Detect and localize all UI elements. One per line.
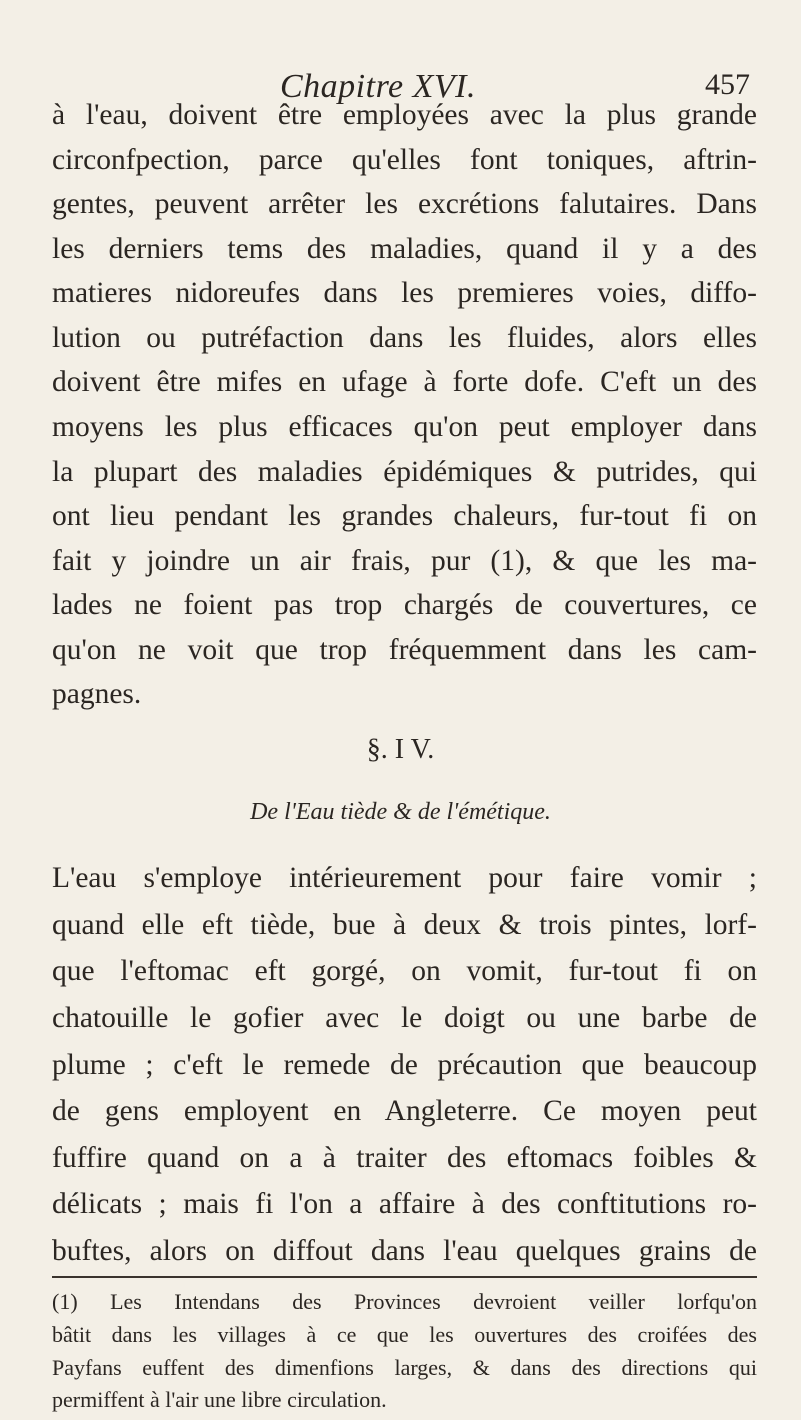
text-line: délicats ; mais fi l'on a affaire à des conftitutions ro- [52,1188,757,1220]
text-line: circonfpection, parce qu'elles font toniques, aftrin- [52,144,757,176]
text-line: que l'eftomac eft gorgé, on vomit, fur-tout fi on [52,955,757,987]
text-line: buftes, alors on diffout dans l'eau quelques grains de [52,1235,757,1267]
text-line: à l'eau, doivent être employées avec la plus grande [52,99,757,131]
text-line: quand elle eft tiède, bue à deux & trois pintes, lorf- [52,909,757,941]
page-number: 457 [705,68,750,101]
text-line: moyens les plus efficaces qu'on peut employer dans [52,411,757,443]
text-line: doivent être mifes en ufage à forte dofe. C'eft un des [52,366,757,398]
text-line: gentes, peuvent arrêter les excrétions falutaires. Dans [52,188,757,220]
footnote-rule [52,1276,757,1278]
text-line: L'eau s'employe intérieurement pour faire vomir ; [52,862,757,894]
running-title: Chapitre XVI. [280,68,476,105]
section-title: De l'Eau tiède & de l'émétique. [250,799,551,825]
footnote-line: (1) Les Intendans des Provinces devroient veiller lorfqu'on [52,1289,757,1314]
text-line: qu'on ne voit que trop fréquemment dans les cam- [52,634,757,666]
footnote-line: Payfans euffent des dimenfions larges, & dans des directions qui [52,1355,757,1380]
text-line: les derniers tems des maladies, quand il y a des [52,233,757,265]
text-line: fait y joindre un air frais, pur (1), & que les ma- [52,545,757,577]
text-line: ont lieu pendant les grandes chaleurs, fur-tout fi on [52,500,757,532]
footnote-line: bâtit dans les villages à ce que les ouvertures des croifées des [52,1322,757,1347]
text-line: chatouille le gofier avec le doigt ou une barbe de [52,1002,757,1034]
section-mark: §. I V. [366,734,435,765]
text-line: lades ne foient pas trop chargés de couvertures, ce [52,589,757,621]
text-line: la plupart des maladies épidémiques & putrides, qui [52,456,757,488]
text-line: pagnes. [52,678,142,710]
text-line: matieres nidoreufes dans les premieres voies, diffo- [52,277,757,309]
text-line: de gens employent en Angleterre. Ce moyen peut [52,1095,757,1127]
footnote-line: permiffent à l'air une libre circulation. [52,1387,387,1412]
text-line: lution ou putréfaction dans les fluides, alors elles [52,322,757,354]
text-line: plume ; c'eft le remede de précaution que beaucoup [52,1049,757,1081]
text-line: fuffire quand on a à traiter des eftomacs foibles & [52,1142,757,1174]
